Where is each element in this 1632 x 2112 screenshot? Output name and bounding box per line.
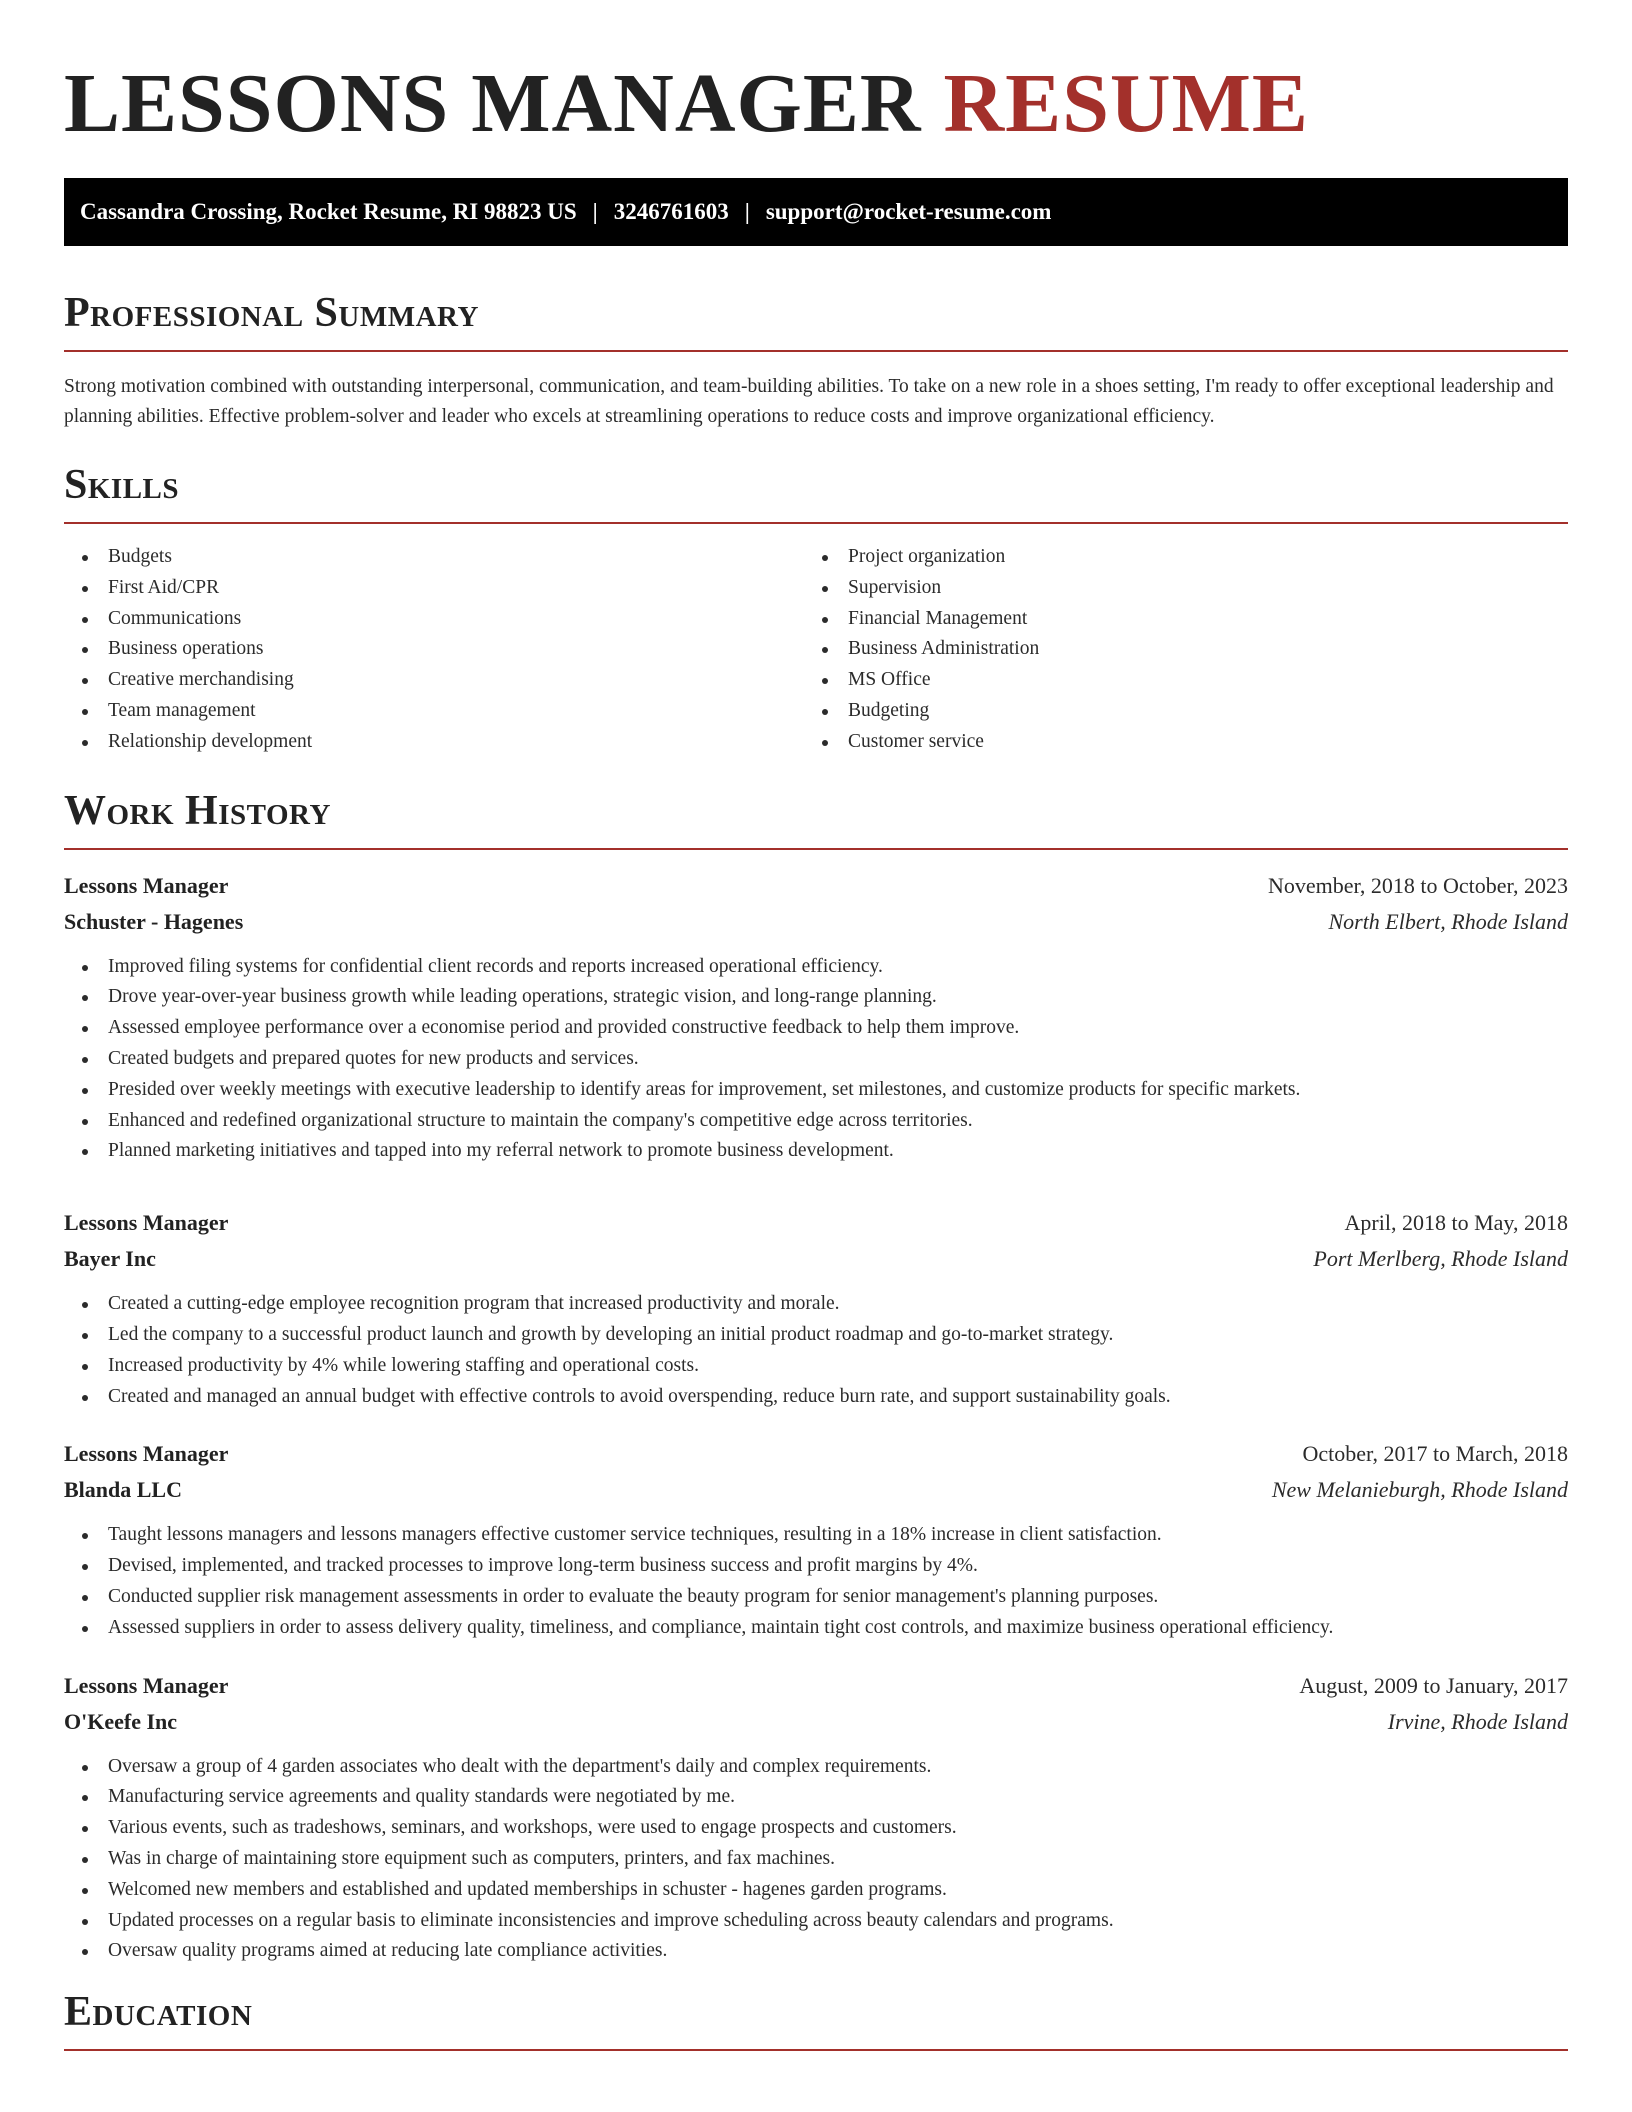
title-main: LESSONS MANAGER: [64, 57, 922, 150]
job-entry: [64, 868, 1568, 1168]
job-company: Blanda LLC: [64, 1477, 182, 1503]
job-location: Port Merlberg, Rhode Island: [1313, 1246, 1568, 1272]
job-title: Lessons Manager: [64, 1210, 229, 1236]
job-location: New Melanieburgh, Rhode Island: [1271, 1477, 1568, 1503]
skill-item: Customer service: [804, 727, 1544, 758]
section-divider: [64, 2049, 1568, 2051]
job-bullet: Oversaw quality programs aimed at reducing late compliance activities.: [64, 1936, 1568, 1967]
job-bullets: [64, 1520, 1568, 1643]
job-bullet: Improved filing systems for confidential client records and reports increased operational efficiency.: [64, 952, 1568, 983]
contact-separator: |: [744, 199, 750, 224]
job-entry: [64, 1668, 1568, 1968]
job-bullets: [64, 1289, 1568, 1412]
job-company: Bayer Inc: [64, 1246, 156, 1272]
job-title: Lessons Manager: [64, 1441, 229, 1467]
job-company-row: [64, 1472, 1568, 1508]
job-location: North Elbert, Rhode Island: [1328, 908, 1568, 934]
section-divider: [64, 848, 1568, 850]
job-bullet: Assessed employee performance over a economise period and provided constructive feedback to help them improve.: [64, 1013, 1568, 1044]
summary-text: Strong motivation combined with outstanding interpersonal, communication, and team-building abilities. To take on a new role in a shoes setting, I'm ready to offer exceptional leadership and planning abilities. Effective problem-solver and leader who excels at streamlining operations to reduce costs and improve organizational efficiency.: [64, 376, 1554, 427]
job-header-row: [64, 1668, 1568, 1704]
job-header-row: [64, 1205, 1568, 1241]
job-dates: August, 2009 to January, 2017: [1299, 1672, 1568, 1698]
work-history-heading: Work History: [64, 787, 331, 834]
job-bullet: Created and managed an annual budget with effective controls to avoid overspending, reduce burn rate, and support sustainability goals.: [64, 1382, 1568, 1413]
job-bullet: Assessed suppliers in order to assess delivery quality, timeliness, and compliance, maintain tight cost controls, and maximize business operational efficiency.: [64, 1613, 1568, 1644]
job-company: O'Keefe Inc: [64, 1708, 178, 1734]
education-heading: Education: [64, 1989, 253, 2036]
job-company-row: [64, 1704, 1568, 1740]
section-divider: [64, 522, 1568, 524]
job-dates: October, 2017 to March, 2018: [1302, 1441, 1568, 1467]
job-dates: November, 2018 to October, 2023: [1267, 872, 1568, 898]
skill-item: Financial Management: [804, 604, 1544, 635]
skill-item: Relationship development: [64, 727, 804, 758]
skills-list-left: [64, 542, 804, 758]
resume-title: [64, 58, 1568, 150]
summary-heading: Professional Summary: [64, 290, 479, 336]
skill-item: Team management: [64, 696, 804, 727]
title-accent: RESUME: [943, 57, 1309, 150]
job-bullet: Led the company to a successful product launch and growth by developing an initial product roadmap and go-to-market strategy.: [64, 1320, 1568, 1351]
skill-item: First Aid/CPR: [64, 573, 804, 604]
skill-item: Budgets: [64, 542, 804, 573]
skills-heading: Skills: [64, 462, 180, 508]
job-bullet: Welcomed new members and established and updated memberships in schuster - hagenes garden programs.: [64, 1875, 1568, 1906]
section-divider: [64, 350, 1568, 352]
job-title: Lessons Manager: [64, 872, 229, 898]
job-bullet: Increased productivity by 4% while lowering staffing and operational costs.: [64, 1351, 1568, 1382]
job-bullet: Various events, such as tradeshows, seminars, and workshops, were used to engage prospects and customers.: [64, 1813, 1568, 1844]
job-dates: April, 2018 to May, 2018: [1344, 1210, 1568, 1236]
skills-columns: [64, 542, 1568, 758]
skill-item: Business Administration: [804, 634, 1544, 665]
job-header-row: [64, 868, 1568, 904]
job-bullet: Updated processes on a regular basis to eliminate inconsistencies and improve scheduling across beauty calendars and programs.: [64, 1906, 1568, 1937]
job-company-row: [64, 1241, 1568, 1277]
job-bullet: Drove year-over-year business growth while leading operations, strategic vision, and long-range planning.: [64, 982, 1568, 1013]
job-bullet: Planned marketing initiatives and tapped into my referral network to promote business development.: [64, 1136, 1568, 1167]
education-section: [64, 1989, 1568, 2051]
job-bullet: Oversaw a group of 4 garden associates who dealt with the department's daily and complex requirements.: [64, 1752, 1568, 1783]
job-entry: [64, 1436, 1568, 1643]
skill-item: Creative merchandising: [64, 665, 804, 696]
job-title: Lessons Manager: [64, 1672, 229, 1698]
skill-item: Business operations: [64, 634, 804, 665]
skill-item: Project organization: [804, 542, 1544, 573]
job-bullet: Manufacturing service agreements and quality standards were negotiated by me.: [64, 1782, 1568, 1813]
skill-item: Supervision: [804, 573, 1544, 604]
skills-section: [64, 462, 1568, 758]
contact-address: Cassandra Crossing, Rocket Resume, RI 98823 US: [80, 199, 577, 224]
job-bullet: Created a cutting-edge employee recognition program that increased productivity and morale.: [64, 1289, 1568, 1320]
contact-phone[interactable]: 3246761603: [613, 199, 729, 224]
job-bullet: Taught lessons managers and lessons managers effective customer service techniques, resulting in a 18% increase in client satisfaction.: [64, 1520, 1568, 1551]
job-header-row: [64, 1436, 1568, 1472]
job-bullet: Devised, implemented, and tracked processes to improve long-term business success and profit margins by 4%.: [64, 1551, 1568, 1582]
job-location: Irvine, Rhode Island: [1387, 1708, 1568, 1734]
job-bullet: Conducted supplier risk management assessments in order to evaluate the beauty program for senior management's planning purposes.: [64, 1582, 1568, 1613]
contact-email[interactable]: support@rocket-resume.com: [765, 199, 1052, 224]
job-bullet: Was in charge of maintaining store equipment such as computers, printers, and fax machines.: [64, 1844, 1568, 1875]
job-company: Schuster - Hagenes: [64, 908, 244, 934]
job-entry: [64, 1205, 1568, 1412]
job-bullet: Created budgets and prepared quotes for new products and services.: [64, 1044, 1568, 1075]
job-bullets: [64, 952, 1568, 1168]
job-company-row: [64, 904, 1568, 940]
skill-item: Budgeting: [804, 696, 1544, 727]
skill-item: MS Office: [804, 665, 1544, 696]
summary-section: [64, 290, 1568, 432]
contact-separator: |: [592, 199, 598, 224]
job-bullet: Presided over weekly meetings with executive leadership to identify areas for improvement, set milestones, and customize products for specific markets.: [64, 1075, 1568, 1106]
job-bullet: Enhanced and redefined organizational structure to maintain the company's competitive edge across territories.: [64, 1106, 1568, 1137]
work-history-section: [64, 788, 1568, 1968]
job-bullets: [64, 1752, 1568, 1968]
skills-list-right: [804, 542, 1544, 758]
contact-bar: [64, 178, 1568, 246]
skill-item: Communications: [64, 604, 804, 635]
